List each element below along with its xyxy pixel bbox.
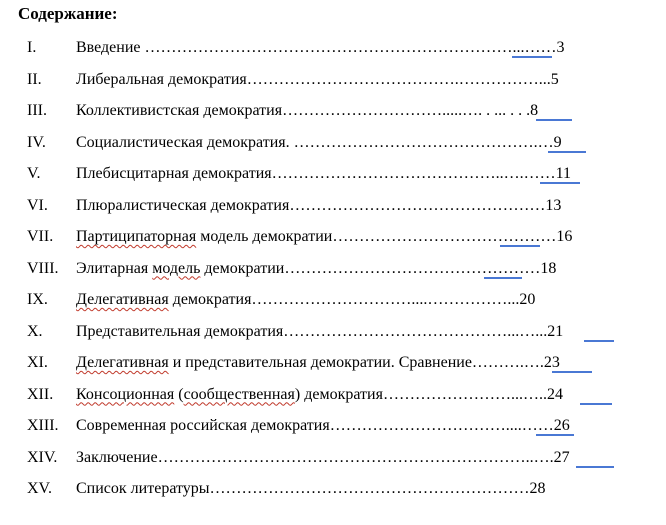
toc-row [0, 226, 666, 258]
toc-number: XI. [27, 354, 48, 371]
toc-row [0, 289, 666, 321]
toc-entry-text [76, 447, 570, 469]
toc-number: IV. [27, 133, 46, 151]
spellcheck-flagged-word: сообщественная [183, 385, 295, 403]
grammar-underline-mark [548, 151, 586, 153]
toc-entry-text [76, 415, 570, 437]
toc-text-segment: демократии…………………………………………18 [200, 259, 557, 277]
toc-text-segment: Введение ……………………………………………………………...……3 [76, 39, 565, 56]
grammar-underline-mark [580, 403, 612, 405]
toc-text-segment: Либеральная демократия………………………………….……………...5 [76, 70, 559, 88]
toc-number: X. [27, 322, 43, 340]
toc-entry-text [76, 384, 563, 406]
toc-entry-text [76, 478, 546, 500]
toc-entry-text [76, 195, 561, 217]
spellcheck-flagged-word: Консоционная [76, 385, 175, 403]
toc-row [0, 321, 666, 353]
page-title: Содержание: [18, 4, 118, 23]
toc-entry-text [76, 100, 538, 122]
grammar-underline-mark [552, 371, 592, 373]
spellcheck-flagged-word: модель [152, 259, 201, 277]
toc-text-segment: Список литературы……………………………………………………28 [76, 480, 546, 497]
grammar-underline-mark [540, 182, 580, 184]
toc-row [0, 384, 666, 416]
toc-row [0, 415, 666, 447]
grammar-underline-mark [584, 340, 614, 342]
grammar-underline-mark [484, 277, 522, 279]
toc-text-segment: и представительная демократии. Сравнение……….….23 [168, 354, 560, 371]
toc-row [0, 163, 666, 195]
grammar-underline-mark [536, 434, 574, 436]
toc-text-segment: ) демократия……………………...…..24 [294, 385, 563, 403]
toc-number: V. [27, 165, 41, 182]
toc-number: II. [27, 70, 42, 88]
toc-text-segment: демократия…………………………....……………...20 [168, 291, 536, 308]
grammar-underline-mark [500, 245, 540, 247]
toc-number: XV. [27, 480, 53, 497]
toc-text-segment: Элитарная [76, 259, 153, 277]
toc-entry-text [76, 321, 563, 343]
table-of-contents [0, 37, 666, 510]
toc-entry-text [76, 226, 572, 248]
spellcheck-flagged-word: Партиципаторная [76, 228, 197, 245]
toc-number: VII. [27, 228, 54, 245]
toc-number: IX. [27, 291, 48, 308]
toc-text-segment: Представительная демократия……………………………………...…...21 [76, 322, 564, 340]
toc-row [0, 447, 666, 479]
toc-row [0, 37, 666, 69]
toc-entry-text [76, 163, 571, 185]
toc-number: VIII. [27, 259, 59, 277]
toc-number: VI. [27, 196, 48, 214]
grammar-underline-mark [576, 466, 614, 468]
spellcheck-flagged-word: Делегативная [76, 354, 169, 371]
grammar-underline-mark [536, 119, 572, 121]
toc-text-segment: модель демократии……………………………………16 [196, 228, 573, 245]
toc-row [0, 100, 666, 132]
toc-text-segment: Современная российская демократия……………………………....……26 [76, 417, 570, 434]
toc-text-segment: Социалистическая демократия. ……………………………………….…9 [76, 133, 562, 151]
toc-text-segment: Плюралистическая демократия…………………………………………13 [76, 196, 562, 214]
toc-row [0, 478, 666, 510]
toc-text-segment: Плебисцитарная демократия……………………………………..….……11 [76, 165, 572, 182]
grammar-underline-mark [512, 56, 552, 58]
toc-text-segment: Заключение……………………………………………………………..….27 [76, 448, 570, 466]
toc-entry-text [76, 69, 559, 91]
toc-text-segment: Коллективистская демократия………………………….....…. . ... . . .8 [76, 102, 539, 119]
toc-row [0, 132, 666, 164]
toc-row [0, 352, 666, 384]
spellcheck-flagged-word: Делегативная [76, 291, 169, 308]
toc-number: III. [27, 102, 47, 119]
toc-text-segment: ( [174, 385, 184, 403]
toc-row [0, 69, 666, 101]
toc-entry-text [76, 132, 562, 154]
toc-entry-text [76, 37, 565, 59]
toc-entry-text [76, 289, 535, 311]
toc-number: XIV. [27, 448, 58, 466]
toc-entry-text [76, 352, 560, 374]
toc-number: XII. [27, 385, 54, 403]
toc-row [0, 258, 666, 290]
toc-row [0, 195, 666, 227]
toc-number: I. [27, 39, 37, 56]
toc-number: XIII. [27, 417, 59, 434]
